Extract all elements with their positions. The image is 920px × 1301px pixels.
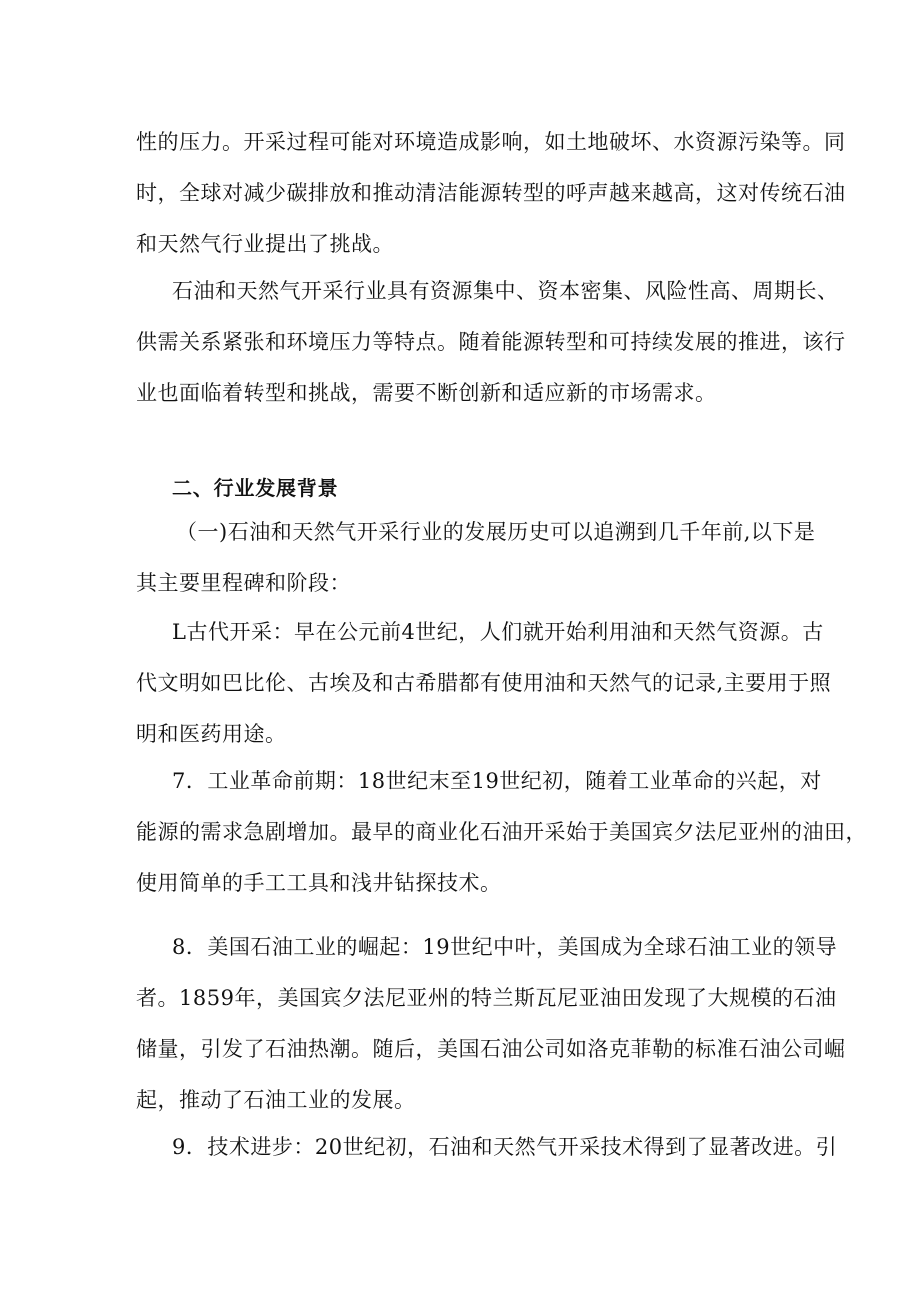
text-line: 石油和天然气开采行业具有资源集中、资本密集、风险性高、周期长、 (172, 279, 839, 303)
text-line: （一)石油和天然气开采行业的发展历史可以追溯到几千年前,以下是 (176, 520, 816, 544)
text-line: 7．工业革命前期：18世纪末至19世纪初，随着工业革命的兴起，对 (172, 769, 822, 793)
text-line: 储量，引发了石油热潮。随后，美国石油公司如洛克菲勒的标准石油公司崛 (136, 1037, 846, 1061)
section-heading: 二、行业发展背景 (172, 476, 339, 500)
text-line: 8．美国石油工业的崛起：19世纪中叶，美国成为全球石油工业的领导 (172, 935, 838, 959)
text-line: 供需关系紧张和环境压力等特点。随着能源转型和可持续发展的推进，该行 (136, 330, 846, 354)
text-line: L古代开采：早在公元前4世纪，人们就开始利用油和天然气资源。古 (172, 620, 824, 644)
text-line: 能源的需求急剧增加。最早的商业化石油开采始于美国宾夕法尼亚州的油田， (136, 820, 867, 844)
text-line: 和天然气行业提出了挑战。 (136, 232, 394, 256)
text-line: 明和医药用途。 (136, 722, 287, 746)
text-line: 性的压力。开采过程可能对环境造成影响，如土地破坏、水资源污染等。同 (136, 130, 846, 154)
text-line: 者。1859年，美国宾夕法尼亚州的特兰斯瓦尼亚油田发现了大规模的石油 (136, 986, 837, 1010)
text-line: 使用简单的手工工具和浅井钻探技术。 (136, 871, 502, 895)
text-line: 其主要里程碑和阶段： (136, 571, 351, 595)
text-line: 时，全球对减少碳排放和推动清洁能源转型的呼声越来越高，这对传统石油 (136, 181, 846, 205)
text-line: 业也面临着转型和挑战，需要不断创新和适应新的市场需求。 (136, 381, 717, 405)
text-line: 起，推动了石油工业的发展。 (136, 1088, 416, 1112)
text-line: 代文明如巴比伦、古埃及和古希腊都有使用油和天然气的记录,主要用于照 (136, 671, 832, 695)
text-line: 9．技术进步：20世纪初，石油和天然气开采技术得到了显著改进。引 (172, 1135, 838, 1159)
